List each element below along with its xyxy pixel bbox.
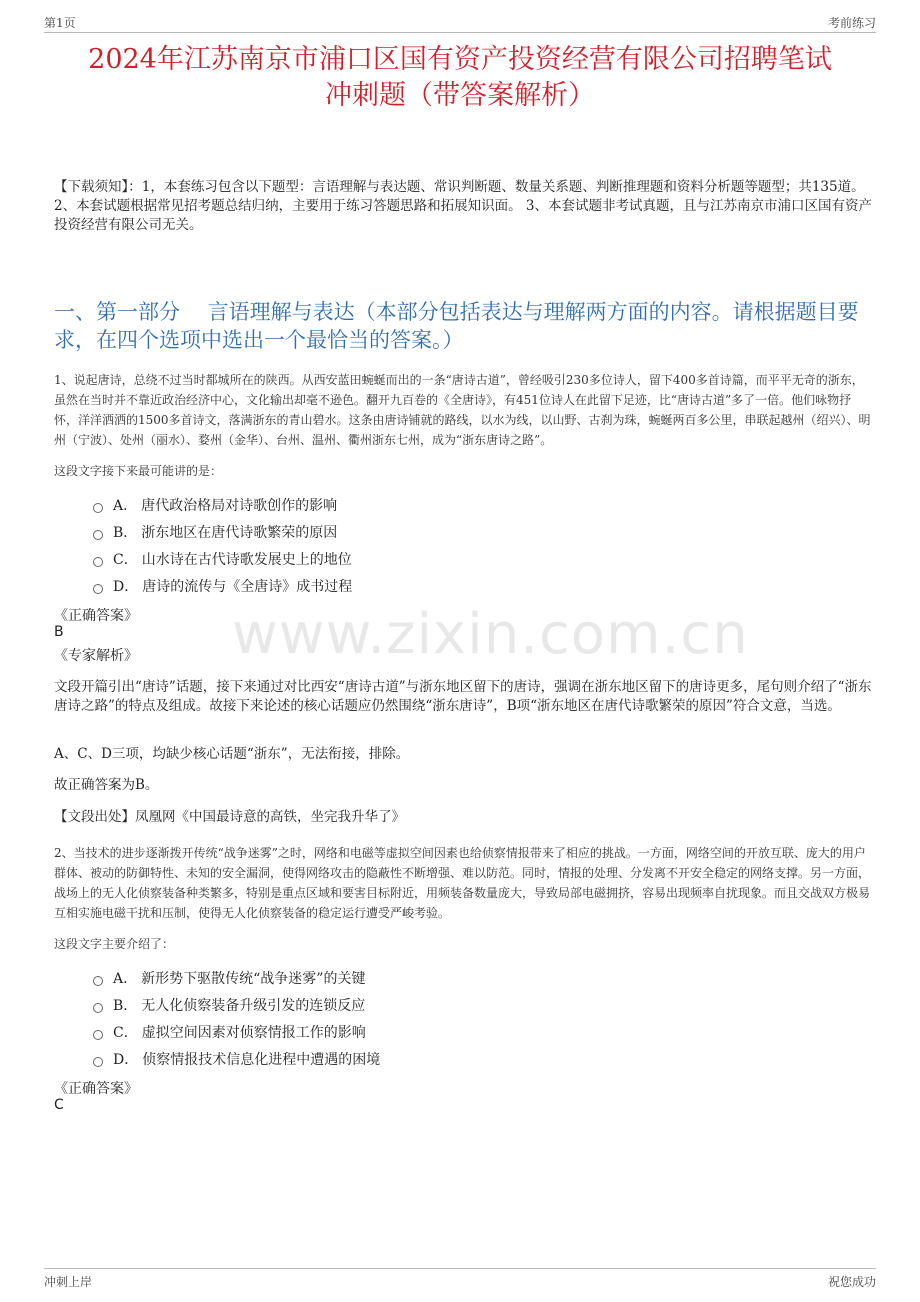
page-footer — [44, 1268, 876, 1289]
question-2-answer: C — [54, 1097, 64, 1113]
question-1-option-a[interactable]: A． 唐代政治格局对诗歌创作的影响 — [93, 491, 352, 518]
radio-icon[interactable] — [93, 557, 103, 567]
radio-icon[interactable] — [93, 584, 103, 594]
radio-icon[interactable] — [93, 976, 103, 986]
question-1-source: 【文段出处】凤凰网《中国最诗意的高铁，坐完我升华了》 — [54, 809, 405, 825]
question-2-option-d[interactable]: D． 侦察情报技术信息化进程中遭遇的困境 — [93, 1045, 380, 1072]
question-2-option-c[interactable]: C． 虚拟空间因素对侦察情报工作的影响 — [93, 1018, 380, 1045]
title-line-1: 2024年江苏南京市浦口区国有资产投资经营有限公司招聘笔试 — [88, 44, 832, 75]
question-1-option-d[interactable]: D． 唐诗的流传与《全唐诗》成书过程 — [93, 572, 352, 599]
page-header — [44, 12, 876, 33]
footer-right-text: 祝您成功 — [827, 1275, 876, 1289]
question-2-option-a[interactable]: A． 新形势下驱散传统“战争迷雾”的关键 — [93, 964, 380, 991]
question-1-options — [93, 491, 352, 599]
header-tag: 考前练习 — [827, 16, 876, 30]
radio-icon[interactable] — [93, 1030, 103, 1040]
radio-icon[interactable] — [93, 1003, 103, 1013]
download-notice: 【下载须知】：1，本套练习包含以下题型：言语理解与表达题、常识判断题、数量关系题、判断推理题和资料分析题等题型；共135道。 2、本套试题根据常见招考题总结归纳，主要用于练习答题思路和拓展知识面。 3、本套试题非考试真题，且与江苏南京市浦口区国有资产投资经营有限公司无关。 — [54, 179, 872, 233]
question-1-answer: B — [54, 624, 64, 640]
question-2-text: 2、当技术的进步逐渐拨开传统“战争迷雾”之时，网络和电磁等虚拟空间因素也给侦察情报带来了相应的挑战。一方面，网络空间的开放互联、庞大的用户群体、被动的防御特性、未知的安全漏洞，使得网络攻击的隐蔽性不断增强、难以防范。同时，情报的处理、分发离不开安全稳定的网络支撑。另一方面，战场上的无人化侦察装备种类繁多，特别是重点区域和要害目标附近，用频装备数量庞大，导致局部电磁拥挤，容易出现频率自扰现象。而且交战双方极易互相实施电磁干扰和压制，使得无人化侦察装备的稳定运行遭受严峻考验。 — [54, 846, 871, 920]
document-title — [44, 42, 876, 114]
section-title: 一、第一部分 言语理解与表达（本部分包括表达与理解两方面的内容。请根据题目要求，在四个选项中选出一个最恰当的答案。） — [54, 300, 859, 352]
watermark: www.zixin.com.cn — [232, 602, 749, 667]
question-2-answer-label: 《正确答案》 — [54, 1081, 138, 1097]
question-1-option-c[interactable]: C． 山水诗在古代诗歌发展史上的地位 — [93, 545, 352, 572]
question-1-analysis-paragraph-3: 故正确答案为B。 — [54, 777, 159, 793]
question-1-analysis-paragraph-2: A、C、D三项，均缺少核心话题“浙东”，无法衔接，排除。 — [54, 746, 410, 762]
radio-icon[interactable] — [93, 1057, 103, 1067]
title-line-2: 冲刺题（带答案解析） — [325, 80, 595, 111]
page-number: 第1页 — [44, 16, 76, 30]
question-1-analysis-label: 《专家解析》 — [54, 648, 138, 664]
question-1-answer-label: 《正确答案》 — [54, 608, 138, 624]
question-1-option-b[interactable]: B． 浙东地区在唐代诗歌繁荣的原因 — [93, 518, 352, 545]
question-2-options — [93, 964, 380, 1072]
question-2-prompt: 这段文字主要介绍了： — [54, 937, 175, 951]
question-2-option-b[interactable]: B． 无人化侦察装备升级引发的连锁反应 — [93, 991, 380, 1018]
question-1-prompt: 这段文字接下来最可能讲的是： — [54, 464, 223, 478]
question-1-analysis-paragraph-1: 文段开篇引出“唐诗”话题，接下来通过对比西安“唐诗古道”与浙东地区留下的唐诗，强调在浙东地区留下的唐诗更多，尾句则介绍了“浙东唐诗之路”的特点及组成。故接下来论述的核心话题应仍然围绕“浙东唐诗”，B项“浙东地区在唐代诗歌繁荣的原因”符合文意，当选。 — [54, 679, 872, 714]
radio-icon[interactable] — [93, 530, 103, 540]
radio-icon[interactable] — [93, 503, 103, 513]
question-1-text: 1、说起唐诗，总绕不过当时都城所在的陕西。从西安蓝田蜿蜒而出的一条“唐诗古道”，曾经吸引230多位诗人，留下400多首诗篇，而平平无奇的浙东，虽然在当时并不靠近政治经济中心，文化输出却毫不逊色。翻开九百卷的《全唐诗》，有451位诗人在此留下足迹，比“唐诗古道”多了一倍。他们咏物抒怀，洋洋洒洒的1500多首诗文，落满浙东的青山碧水。这条由唐诗铺就的路线，以水为线，以山野、古刹为珠，蜿蜒两百多公里，串联起越州（绍兴）、明州（宁波）、处州（丽水）、婺州（金华）、台州、温州、衢州浙东七州，成为“浙东唐诗之路”。 — [54, 373, 871, 447]
footer-left-text: 冲刺上岸 — [44, 1275, 93, 1289]
